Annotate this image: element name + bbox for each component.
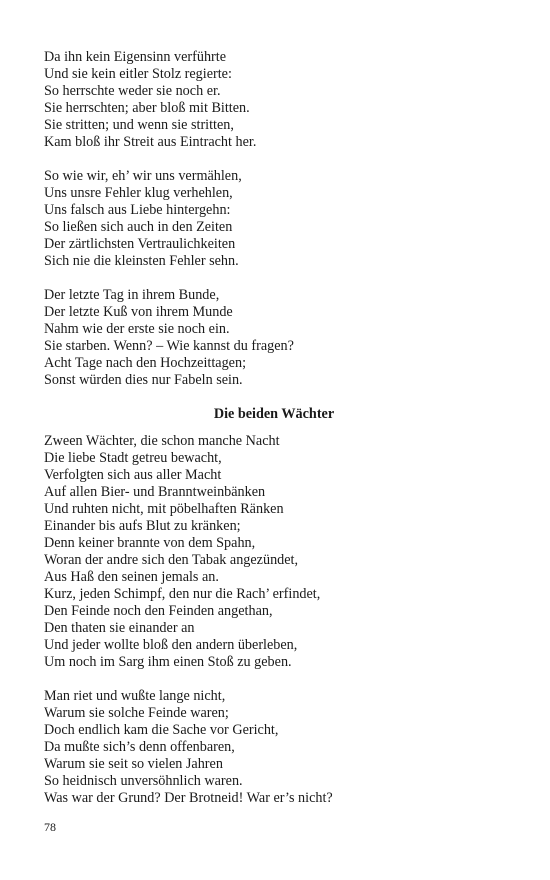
page-number: 78 <box>44 820 56 834</box>
verse-line: Und ruhten nicht, mit pöbelhaften Ränken <box>44 501 284 517</box>
verse-line: Der letzte Tag in ihrem Bunde, <box>44 287 220 303</box>
verse-line: Den Feinde noch den Feinden angethan, <box>44 603 273 619</box>
verse-line: Die liebe Stadt getreu bewacht, <box>44 450 222 466</box>
verse-line: Der zärtlichsten Vertraulichkeiten <box>44 236 236 252</box>
verse-line: Man riet und wußte lange nicht, <box>44 688 226 704</box>
poem1-stanza-2 <box>44 168 514 270</box>
verse-line: Da ihn kein Eigensinn verführte <box>44 49 227 65</box>
verse-line: Auf allen Bier- und Branntweinbänken <box>44 484 266 500</box>
verse-line: Sie stritten; und wenn sie stritten, <box>44 117 234 133</box>
verse-line: Kurz, jeden Schimpf, den nur die Rach’ erfindet, <box>44 586 321 602</box>
verse-line: Da mußte sich’s denn offenbaren, <box>44 739 235 755</box>
poem2-stanza-1 <box>44 433 514 671</box>
verse-line: Warum sie solche Feinde waren; <box>44 705 229 721</box>
verse-line: Denn keiner brannte von dem Spahn, <box>44 535 256 551</box>
verse-line: Um noch im Sarg ihm einen Stoß zu geben. <box>44 654 292 670</box>
verse-line: So ließen sich auch in den Zeiten <box>44 219 233 235</box>
verse-line: Verfolgten sich aus aller Macht <box>44 467 222 483</box>
verse-line: Sie starben. Wenn? – Wie kannst du fragen? <box>44 338 294 354</box>
page-body <box>44 49 514 807</box>
verse-line: Doch endlich kam die Sache vor Gericht, <box>44 722 279 738</box>
verse-line: Aus Haß den seinen jemals an. <box>44 569 219 585</box>
verse-line: Sonst würden dies nur Fabeln sein. <box>44 372 243 388</box>
verse-line: Warum sie seit so vielen Jahren <box>44 756 223 772</box>
verse-line: Den thaten sie einander an <box>44 620 195 636</box>
verse-line: Was war der Grund? Der Brotneid! War er’s nicht? <box>44 790 333 806</box>
poem1-stanza-1 <box>44 49 514 151</box>
verse-line: Kam bloß ihr Streit aus Eintracht her. <box>44 134 257 150</box>
verse-line: Sich nie die kleinsten Fehler sehn. <box>44 253 239 269</box>
verse-line: Uns unsre Fehler klug verhehlen, <box>44 185 233 201</box>
verse-line: Zween Wächter, die schon manche Nacht <box>44 433 280 449</box>
verse-line: Woran der andre sich den Tabak angezündet, <box>44 552 299 568</box>
verse-line: Und sie kein eitler Stolz regierte: <box>44 66 232 82</box>
verse-line: Und jeder wollte bloß den andern überleben, <box>44 637 298 653</box>
verse-line: Einander bis aufs Blut zu kränken; <box>44 518 241 534</box>
verse-line: Sie herrschten; aber bloß mit Bitten. <box>44 100 250 116</box>
verse-line: Der letzte Kuß von ihrem Munde <box>44 304 233 320</box>
verse-line: Nahm wie der erste sie noch ein. <box>44 321 230 337</box>
poem1-stanza-3 <box>44 287 514 389</box>
verse-line: So herrschte weder sie noch er. <box>44 83 221 99</box>
verse-line: So heidnisch unversöhnlich waren. <box>44 773 243 789</box>
verse-line: So wie wir, eh’ wir uns vermählen, <box>44 168 242 184</box>
verse-line: Uns falsch aus Liebe hintergehn: <box>44 202 231 218</box>
poem-title: Die beiden Wächter <box>213 406 335 422</box>
verse-line: Acht Tage nach den Hochzeittagen; <box>44 355 247 371</box>
poem2-stanza-2 <box>44 688 514 807</box>
